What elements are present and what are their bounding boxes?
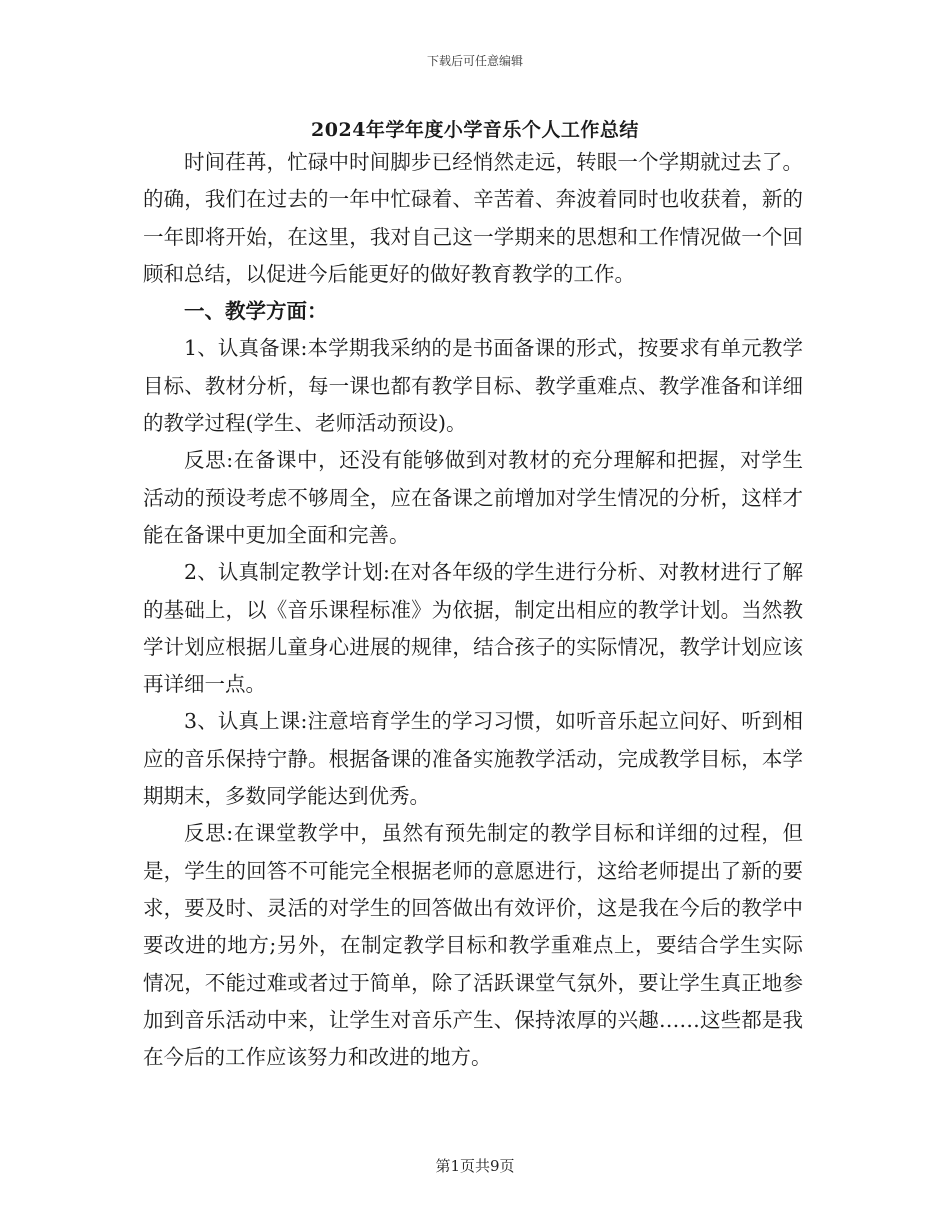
intro-paragraph: 时间荏苒，忙碌中时间脚步已经悄然走远，转眼一个学期就过去了。的确，我们在过去的一年中忙碌着、辛苦着、奔波着同时也收获着，新的一年即将开始，在这里，我对自己这一学期来的思想和工作情况做一个回顾和总结，以促进今后能更好的做好教育教学的工作。 (143, 150, 803, 286)
document-body (143, 144, 803, 1076)
paragraph-lesson-prep: 1、认真备课:本学期我采纳的是书面备课的形式，按要求有单元教学目标、教材分析，每一课也都有教学目标、教学重难点、教学准备和详细的教学过程(学生、老师活动预设)。 (143, 336, 803, 436)
paragraph-teaching-plan: 2、认真制定教学计划:在对各年级的学生进行分析、对教材进行了解的基础上，以《音乐课程标准》为依据，制定出相应的教学计划。当然教学计划应根据儿童身心进展的规律，结合孩子的实际情况，教学计划应该再详细一点。 (143, 560, 803, 697)
paragraph-classes: 3、认真上课:注意培育学生的学习习惯，如听音乐起立问好、听到相应的音乐保持宁静。根据备课的准备实施教学活动，完成教学目标，本学期期末，多数同学能达到优秀。 (143, 709, 803, 809)
header-note: 下载后可任意编辑 (426, 54, 523, 68)
page-number-footer: 第1页共9页 (435, 1157, 515, 1175)
paragraph-reflection-class: 反思:在课堂教学中，虽然有预先制定的教学目标和详细的过程，但是，学生的回答不可能完全根据老师的意愿进行，这给老师提出了新的要求，要及时、灵活的对学生的回答做出有效评价，这是我在今后的教学中要改进的地方;另外，在制定教学目标和教学重难点上，要结合学生实际情况，不能过难或者过于简单，除了活跃课堂气氛外，要让学生真正地参加到音乐活动中来，让学生对音乐产生、保持浓厚的兴趣……这些都是我在今后的工作应该努力和改进的地方。 (143, 821, 803, 1070)
document-title: 2024年学年度小学音乐个人工作总结 (311, 119, 639, 141)
paragraph-reflection-prep: 反思:在备课中，还没有能够做到对教材的充分理解和把握，对学生活动的预设考虑不够周全，应在备课之前增加对学生情况的分析，这样才能在备课中更加全面和完善。 (143, 448, 803, 547)
section-heading-teaching: 一、教学方面： (184, 299, 328, 324)
